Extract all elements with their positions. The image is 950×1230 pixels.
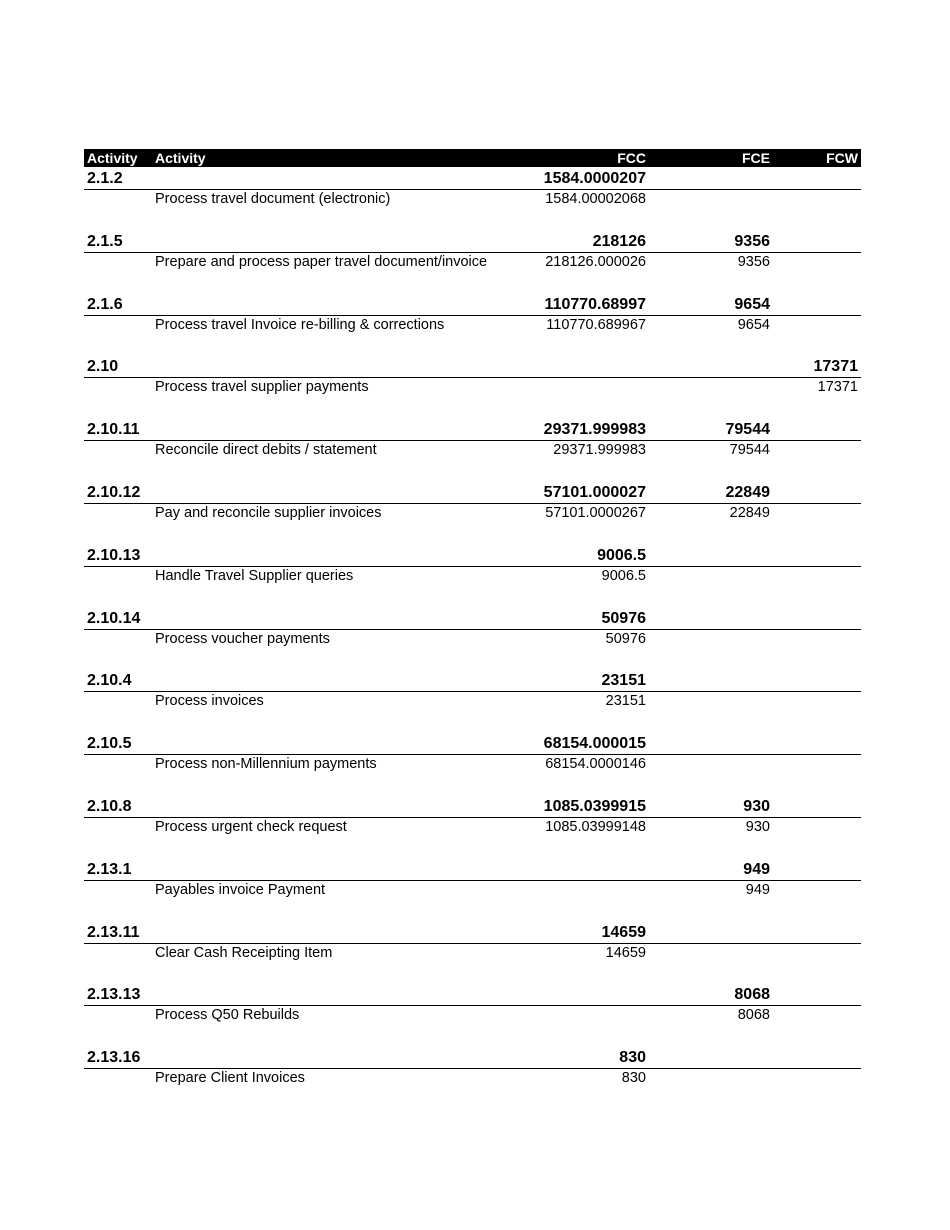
table-row xyxy=(84,880,861,900)
group-fcc-total: 57101.000027 xyxy=(543,483,646,501)
activity-group xyxy=(84,669,861,732)
row-activity: Handle Travel Supplier queries xyxy=(155,567,354,584)
row-fcc: 57101.0000267 xyxy=(545,504,646,521)
group-activity-id: 2.10.14 xyxy=(87,609,141,627)
header-fcw: FCW xyxy=(826,150,858,166)
group-fcw-total: 17371 xyxy=(813,358,858,376)
group-header-row xyxy=(84,294,861,316)
activity-group xyxy=(84,858,861,921)
row-activity: Process Q50 Rebuilds xyxy=(155,1007,300,1024)
row-activity: Process travel document (electronic) xyxy=(155,191,391,207)
row-fcc: 29371.999983 xyxy=(553,442,646,459)
group-header-row xyxy=(84,356,861,378)
row-activity: Reconcile direct debits / statement xyxy=(155,442,377,459)
group-header-row xyxy=(84,168,861,190)
group-activity-id: 2.13.1 xyxy=(87,860,132,878)
group-fce-total: 22849 xyxy=(725,483,770,501)
row-fce: 8068 xyxy=(737,1007,770,1024)
row-activity: Process urgent check request xyxy=(155,818,347,835)
group-header-row xyxy=(84,733,861,755)
group-header-row xyxy=(84,796,861,818)
row-activity: Prepare and process paper travel document/invoice xyxy=(155,253,488,270)
row-activity: Process invoices xyxy=(155,693,264,710)
group-header-row xyxy=(84,482,861,504)
group-activity-id: 2.10 xyxy=(87,358,119,376)
group-header-row xyxy=(84,231,861,253)
group-activity-id: 2.10.11 xyxy=(87,421,140,439)
group-header-row xyxy=(84,545,861,567)
row-fcc: 9006.5 xyxy=(601,567,646,584)
group-activity-id: 2.10.12 xyxy=(87,483,141,501)
row-fcc: 218126.000026 xyxy=(545,253,646,270)
group-fcc-total: 1584.0000207 xyxy=(543,170,646,187)
header-activity: Activity xyxy=(155,150,206,166)
table-row xyxy=(84,189,861,209)
table-row xyxy=(84,1005,861,1025)
group-header-row xyxy=(84,922,861,944)
row-fce: 930 xyxy=(745,818,770,835)
group-fcc-total: 50976 xyxy=(601,609,646,627)
activity-cost-table xyxy=(84,149,861,1109)
row-fcc: 50976 xyxy=(605,630,646,647)
table-row xyxy=(84,377,861,397)
row-fcc: 1085.03999148 xyxy=(545,818,646,835)
table-row xyxy=(84,252,861,272)
row-fcc: 830 xyxy=(621,1070,646,1087)
group-header-row xyxy=(84,670,861,692)
activity-group xyxy=(84,481,861,544)
row-activity: Prepare Client Invoices xyxy=(155,1070,305,1087)
group-fcc-total: 9006.5 xyxy=(597,546,646,564)
row-fce: 9356 xyxy=(737,253,770,270)
group-fcc-total: 1085.0399915 xyxy=(543,797,646,815)
activity-group xyxy=(84,230,861,293)
group-fce-total: 9654 xyxy=(734,295,770,313)
group-activity-id: 2.10.4 xyxy=(87,672,132,690)
table-row xyxy=(84,503,861,523)
group-fcc-total: 29371.999983 xyxy=(543,421,646,439)
header-fcc: FCC xyxy=(617,150,646,166)
group-fcc-total: 68154.000015 xyxy=(543,735,646,753)
activity-group xyxy=(84,167,861,230)
activity-group xyxy=(84,983,861,1046)
row-fce: 79544 xyxy=(729,442,770,459)
row-fcc: 1584.00002068 xyxy=(545,191,646,207)
group-fce-total: 9356 xyxy=(734,232,770,250)
group-activity-id: 2.13.16 xyxy=(87,1049,141,1067)
activity-group xyxy=(84,795,861,858)
group-fcc-total: 830 xyxy=(619,1049,646,1067)
activity-group xyxy=(84,544,861,607)
group-activity-id: 2.13.11 xyxy=(87,923,140,941)
group-fce-total: 930 xyxy=(743,797,770,815)
group-fce-total: 79544 xyxy=(725,421,770,439)
row-activity: Pay and reconcile supplier invoices xyxy=(155,504,382,521)
group-activity-id: 2.13.13 xyxy=(87,986,141,1004)
activity-group xyxy=(84,293,861,356)
group-fce-total: 949 xyxy=(743,860,770,878)
header-fce: FCE xyxy=(742,150,770,166)
header-activity-id: Activity xyxy=(87,150,138,166)
activity-group xyxy=(84,1046,861,1109)
group-activity-id: 2.10.8 xyxy=(87,797,132,815)
group-header-row xyxy=(84,608,861,630)
group-activity-id: 2.10.5 xyxy=(87,735,132,753)
row-activity: Clear Cash Receipting Item xyxy=(155,944,333,961)
table-row xyxy=(84,817,861,837)
activity-group xyxy=(84,732,861,795)
row-fce: 22849 xyxy=(729,504,770,521)
group-fce-total: 8068 xyxy=(734,986,770,1004)
group-activity-id: 2.10.13 xyxy=(87,546,141,564)
group-fcc-total: 218126 xyxy=(592,232,646,250)
row-fcc: 14659 xyxy=(605,944,646,961)
table-row xyxy=(84,1068,861,1088)
group-header-row xyxy=(84,984,861,1006)
group-header-row xyxy=(84,859,861,881)
row-activity: Process travel supplier payments xyxy=(155,379,369,396)
table-body xyxy=(84,167,861,1109)
group-header-row xyxy=(84,1047,861,1069)
activity-group xyxy=(84,418,861,481)
row-fcc: 23151 xyxy=(605,693,646,710)
row-activity: Process travel Invoice re-billing & corrections xyxy=(155,316,445,333)
row-fcc: 68154.0000146 xyxy=(545,756,646,773)
activity-group xyxy=(84,355,861,418)
table-row xyxy=(84,315,861,335)
activity-group xyxy=(84,921,861,984)
group-activity-id: 2.1.5 xyxy=(87,232,123,250)
table-row xyxy=(84,754,861,774)
row-activity: Process voucher payments xyxy=(155,630,330,647)
row-fce: 9654 xyxy=(737,316,770,333)
table-row xyxy=(84,629,861,649)
table-row xyxy=(84,691,861,711)
activity-group xyxy=(84,607,861,670)
row-fcc: 110770.689967 xyxy=(546,316,646,333)
row-fcw: 17371 xyxy=(817,379,858,396)
group-header-row xyxy=(84,419,861,441)
group-activity-id: 2.1.6 xyxy=(87,295,123,313)
group-fcc-total: 110770.68997 xyxy=(544,295,646,313)
table-row xyxy=(84,566,861,586)
group-fcc-total: 14659 xyxy=(601,923,646,941)
row-fce: 949 xyxy=(745,881,770,898)
group-fcc-total: 23151 xyxy=(601,672,646,690)
table-row xyxy=(84,440,861,460)
row-activity: Process non-Millennium payments xyxy=(155,756,377,773)
table-row xyxy=(84,943,861,963)
table-header xyxy=(84,149,861,167)
row-activity: Payables invoice Payment xyxy=(155,881,326,898)
group-activity-id: 2.1.2 xyxy=(87,170,123,187)
